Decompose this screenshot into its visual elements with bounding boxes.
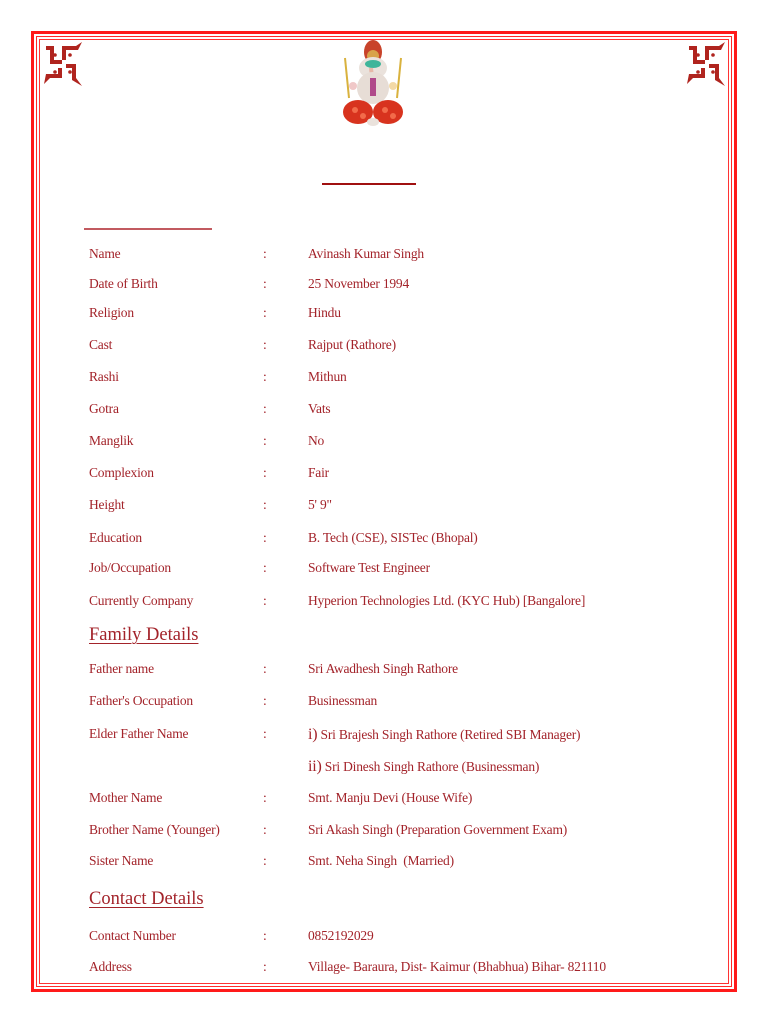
field-colon: : (263, 305, 267, 320)
field-value: Smt. Neha Singh (Married) (308, 853, 454, 868)
field-colon: : (263, 928, 267, 943)
field-colon: : (263, 790, 267, 805)
swastika-icon (40, 40, 86, 88)
field-colon: : (263, 369, 267, 384)
field-colon: : (263, 497, 267, 512)
field-label: Elder Father Name (89, 726, 189, 741)
field-colon: : (263, 401, 267, 416)
field-value: 0852192029 (308, 928, 374, 943)
field-value: Fair (308, 465, 329, 480)
field-label: Contact Number (89, 928, 176, 943)
field-label: Manglik (89, 433, 134, 448)
contact-details-heading: Contact Details (89, 889, 204, 909)
ganesha-image (333, 38, 413, 130)
field-value: Vats (308, 401, 331, 416)
field-colon: : (263, 560, 267, 575)
field-value: Smt. Manju Devi (House Wife) (308, 790, 473, 805)
field-value: Hindu (308, 305, 341, 320)
field-value: Sri Awadhesh Singh Rathore (308, 661, 458, 676)
field-value: Businessman (308, 693, 378, 708)
field-label: Name (89, 246, 121, 261)
field-label: Complexion (89, 465, 154, 480)
field-colon: : (263, 246, 267, 261)
field-label: Religion (89, 305, 134, 320)
field-colon: : (263, 276, 267, 291)
field-value: Village- Baraura, Dist- Kaimur (Bhabhua) Bihar- 821110 (308, 959, 606, 974)
field-colon: : (263, 661, 267, 676)
field-label: Date of Birth (89, 276, 158, 291)
field-colon: : (263, 726, 267, 741)
list-marker: i) (308, 726, 318, 743)
field-label: Father's Occupation (89, 693, 193, 708)
field-value (308, 758, 539, 776)
swastika-icon (683, 40, 729, 88)
field-value: Rajput (Rathore) (308, 337, 396, 352)
value-text: Sri Brajesh Singh Rathore (Retired SBI Manager) (317, 727, 581, 742)
field-value: 5' 9" (308, 497, 332, 512)
field-colon: : (263, 465, 267, 480)
field-colon: : (263, 593, 267, 608)
field-label: Brother Name (Younger) (89, 822, 220, 837)
field-colon: : (263, 853, 267, 868)
field-label: Father name (89, 661, 154, 676)
field-colon: : (263, 337, 267, 352)
field-label: Rashi (89, 369, 119, 384)
field-value: Mithun (308, 369, 347, 384)
field-label: Address (89, 959, 132, 974)
field-label: Cast (89, 337, 113, 352)
field-label: Job/Occupation (89, 560, 171, 575)
field-value: Software Test Engineer (308, 560, 430, 575)
list-marker: ii) (308, 758, 322, 775)
title-rule (322, 183, 416, 185)
field-value: No (308, 433, 325, 448)
field-value (308, 726, 580, 744)
field-label: Gotra (89, 401, 119, 416)
field-colon: : (263, 959, 267, 974)
field-colon: : (263, 433, 267, 448)
field-label: Mother Name (89, 790, 163, 805)
field-value: Avinash Kumar Singh (308, 246, 424, 261)
field-label: Height (89, 497, 125, 512)
section-rule (84, 228, 212, 230)
field-label: Currently Company (89, 593, 194, 608)
family-details-heading: Family Details (89, 625, 199, 645)
field-label: Education (89, 530, 142, 545)
field-value: 25 November 1994 (308, 276, 410, 291)
field-colon: : (263, 822, 267, 837)
value-text: Sri Dinesh Singh Rathore (Businessman) (321, 759, 540, 774)
field-colon: : (263, 530, 267, 545)
field-value: Sri Akash Singh (Preparation Government Exam) (308, 822, 568, 837)
field-label: Sister Name (89, 853, 154, 868)
field-colon: : (263, 693, 267, 708)
field-value: Hyperion Technologies Ltd. (KYC Hub) [Bangalore] (308, 593, 586, 608)
field-value: B. Tech (CSE), SISTec (Bhopal) (308, 530, 478, 545)
